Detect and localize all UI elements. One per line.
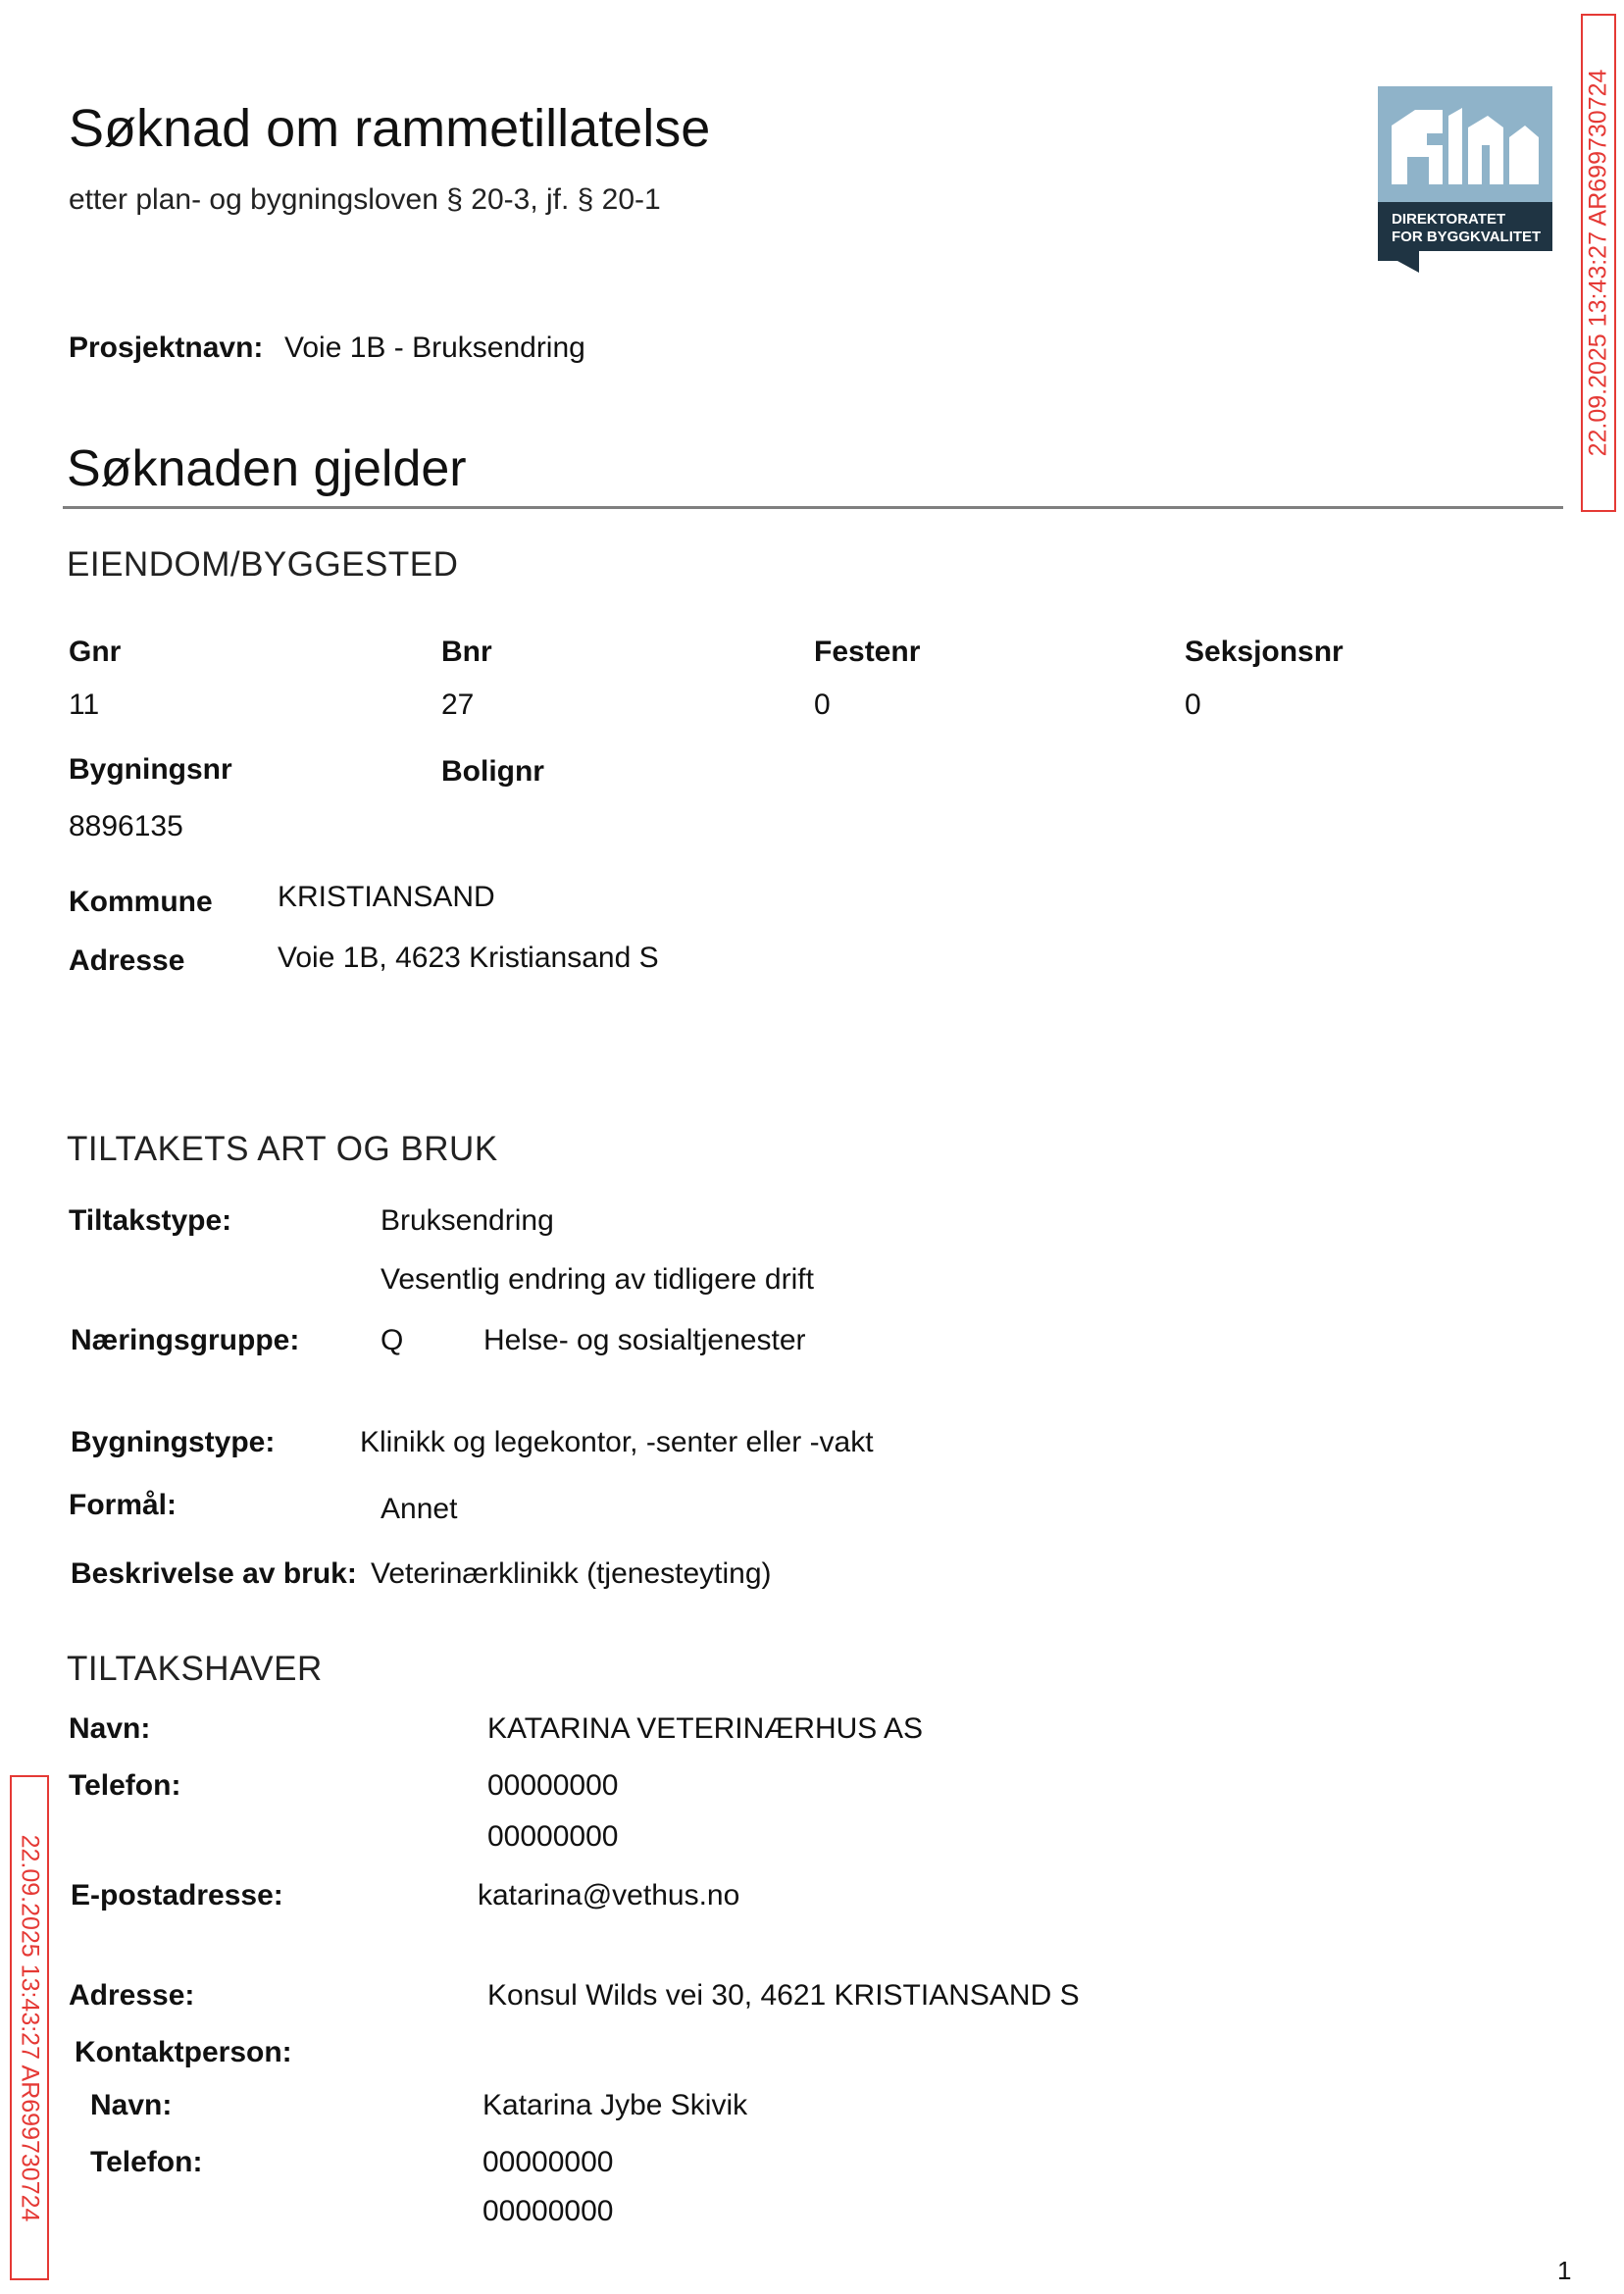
formaal-label: Formål:	[69, 1489, 178, 1521]
tiltakshaver-telefon-2: 00000000	[487, 1820, 619, 1853]
kontaktperson-telefon-2: 00000000	[482, 2195, 614, 2227]
tiltakshaver-telefon-1: 00000000	[487, 1769, 619, 1802]
bygningsnr-label: Bygningsnr	[69, 753, 232, 786]
festenr-value: 0	[814, 688, 831, 721]
tiltakstype-label: Tiltakstype:	[69, 1204, 232, 1237]
project-name-value: Voie 1B - Bruksendring	[284, 331, 585, 364]
bygningsnr-value: 8896135	[69, 810, 183, 842]
tiltakshaver-navn-value: KATARINA VETERINÆRHUS AS	[487, 1712, 923, 1745]
tiltakshaver-adresse-value: Konsul Wilds vei 30, 4621 KRISTIANSAND S	[487, 1979, 1080, 2012]
dibk-logo	[1378, 86, 1552, 282]
naeringsgruppe-text: Helse- og sosialtjenester	[483, 1324, 806, 1356]
adresse-value: Voie 1B, 4623 Kristiansand S	[278, 942, 659, 974]
tiltakshaver-epost-label: E-postadresse:	[71, 1879, 283, 1912]
document-subtitle: etter plan- og bygningsloven § 20-3, jf. § 20-1	[69, 183, 661, 216]
tiltak-heading: TILTAKETS ART OG BRUK	[67, 1130, 498, 1168]
seksjonsnr-value: 0	[1185, 688, 1201, 721]
kontaktperson-label: Kontaktperson:	[75, 2036, 292, 2068]
bygningstype-value: Klinikk og legekontor, -senter eller -vakt	[360, 1426, 874, 1458]
tiltakshaver-navn-label: Navn:	[69, 1712, 151, 1745]
tiltakshaver-heading: TILTAKSHAVER	[67, 1650, 323, 1688]
beskrivelse-label: Beskrivelse av bruk:	[71, 1557, 357, 1590]
page-number: 1	[1557, 2256, 1572, 2285]
seksjonsnr-label: Seksjonsnr	[1185, 636, 1344, 668]
svg-text:FOR BYGGKVALITET: FOR BYGGKVALITET	[1392, 229, 1542, 245]
kontaktperson-telefon-label: Telefon:	[90, 2146, 203, 2178]
timestamp-stamp-top: 22.09.2025 13:43:27 AR699730724	[1581, 14, 1616, 512]
timestamp-stamp-bottom: 22.09.2025 13:43:27 AR699730724	[10, 1775, 49, 2280]
svg-text:DIREKTORATET: DIREKTORATET	[1392, 211, 1506, 228]
document-title: Søknad om rammetillatelse	[69, 99, 711, 158]
bolignr-label: Bolignr	[441, 755, 544, 788]
gnr-value: 11	[69, 688, 100, 721]
festenr-label: Festenr	[814, 636, 921, 668]
kommune-value: KRISTIANSAND	[278, 881, 495, 913]
adresse-label: Adresse	[69, 944, 185, 977]
beskrivelse-value: Veterinærklinikk (tjenesteyting)	[371, 1557, 772, 1590]
kontaktperson-navn-label: Navn:	[90, 2089, 173, 2121]
bnr-value: 27	[441, 688, 475, 721]
tiltakstype-value-2: Vesentlig endring av tidligere drift	[381, 1263, 814, 1296]
tiltakshaver-telefon-label: Telefon:	[69, 1769, 181, 1802]
naeringsgruppe-code: Q	[381, 1324, 404, 1356]
naeringsgruppe-label: Næringsgruppe:	[71, 1324, 300, 1356]
bygningstype-label: Bygningstype:	[71, 1426, 276, 1458]
kontaktperson-navn-value: Katarina Jybe Skivik	[482, 2089, 748, 2121]
kommune-label: Kommune	[69, 886, 213, 918]
gnr-label: Gnr	[69, 636, 122, 668]
formaal-value: Annet	[381, 1493, 458, 1525]
section-divider	[63, 506, 1563, 509]
section-heading: Søknaden gjelder	[67, 440, 467, 497]
kontaktperson-telefon-1: 00000000	[482, 2146, 614, 2178]
eiendom-heading: EIENDOM/BYGGESTED	[67, 545, 459, 584]
dibk-logo-icon	[1378, 86, 1552, 278]
tiltakshaver-epost-value[interactable]: katarina@vethus.no	[478, 1879, 740, 1912]
project-name-label: Prosjektnavn:	[69, 331, 264, 364]
tiltakstype-value-1: Bruksendring	[381, 1204, 554, 1237]
tiltakshaver-adresse-label: Adresse:	[69, 1979, 195, 2012]
bnr-label: Bnr	[441, 636, 492, 668]
